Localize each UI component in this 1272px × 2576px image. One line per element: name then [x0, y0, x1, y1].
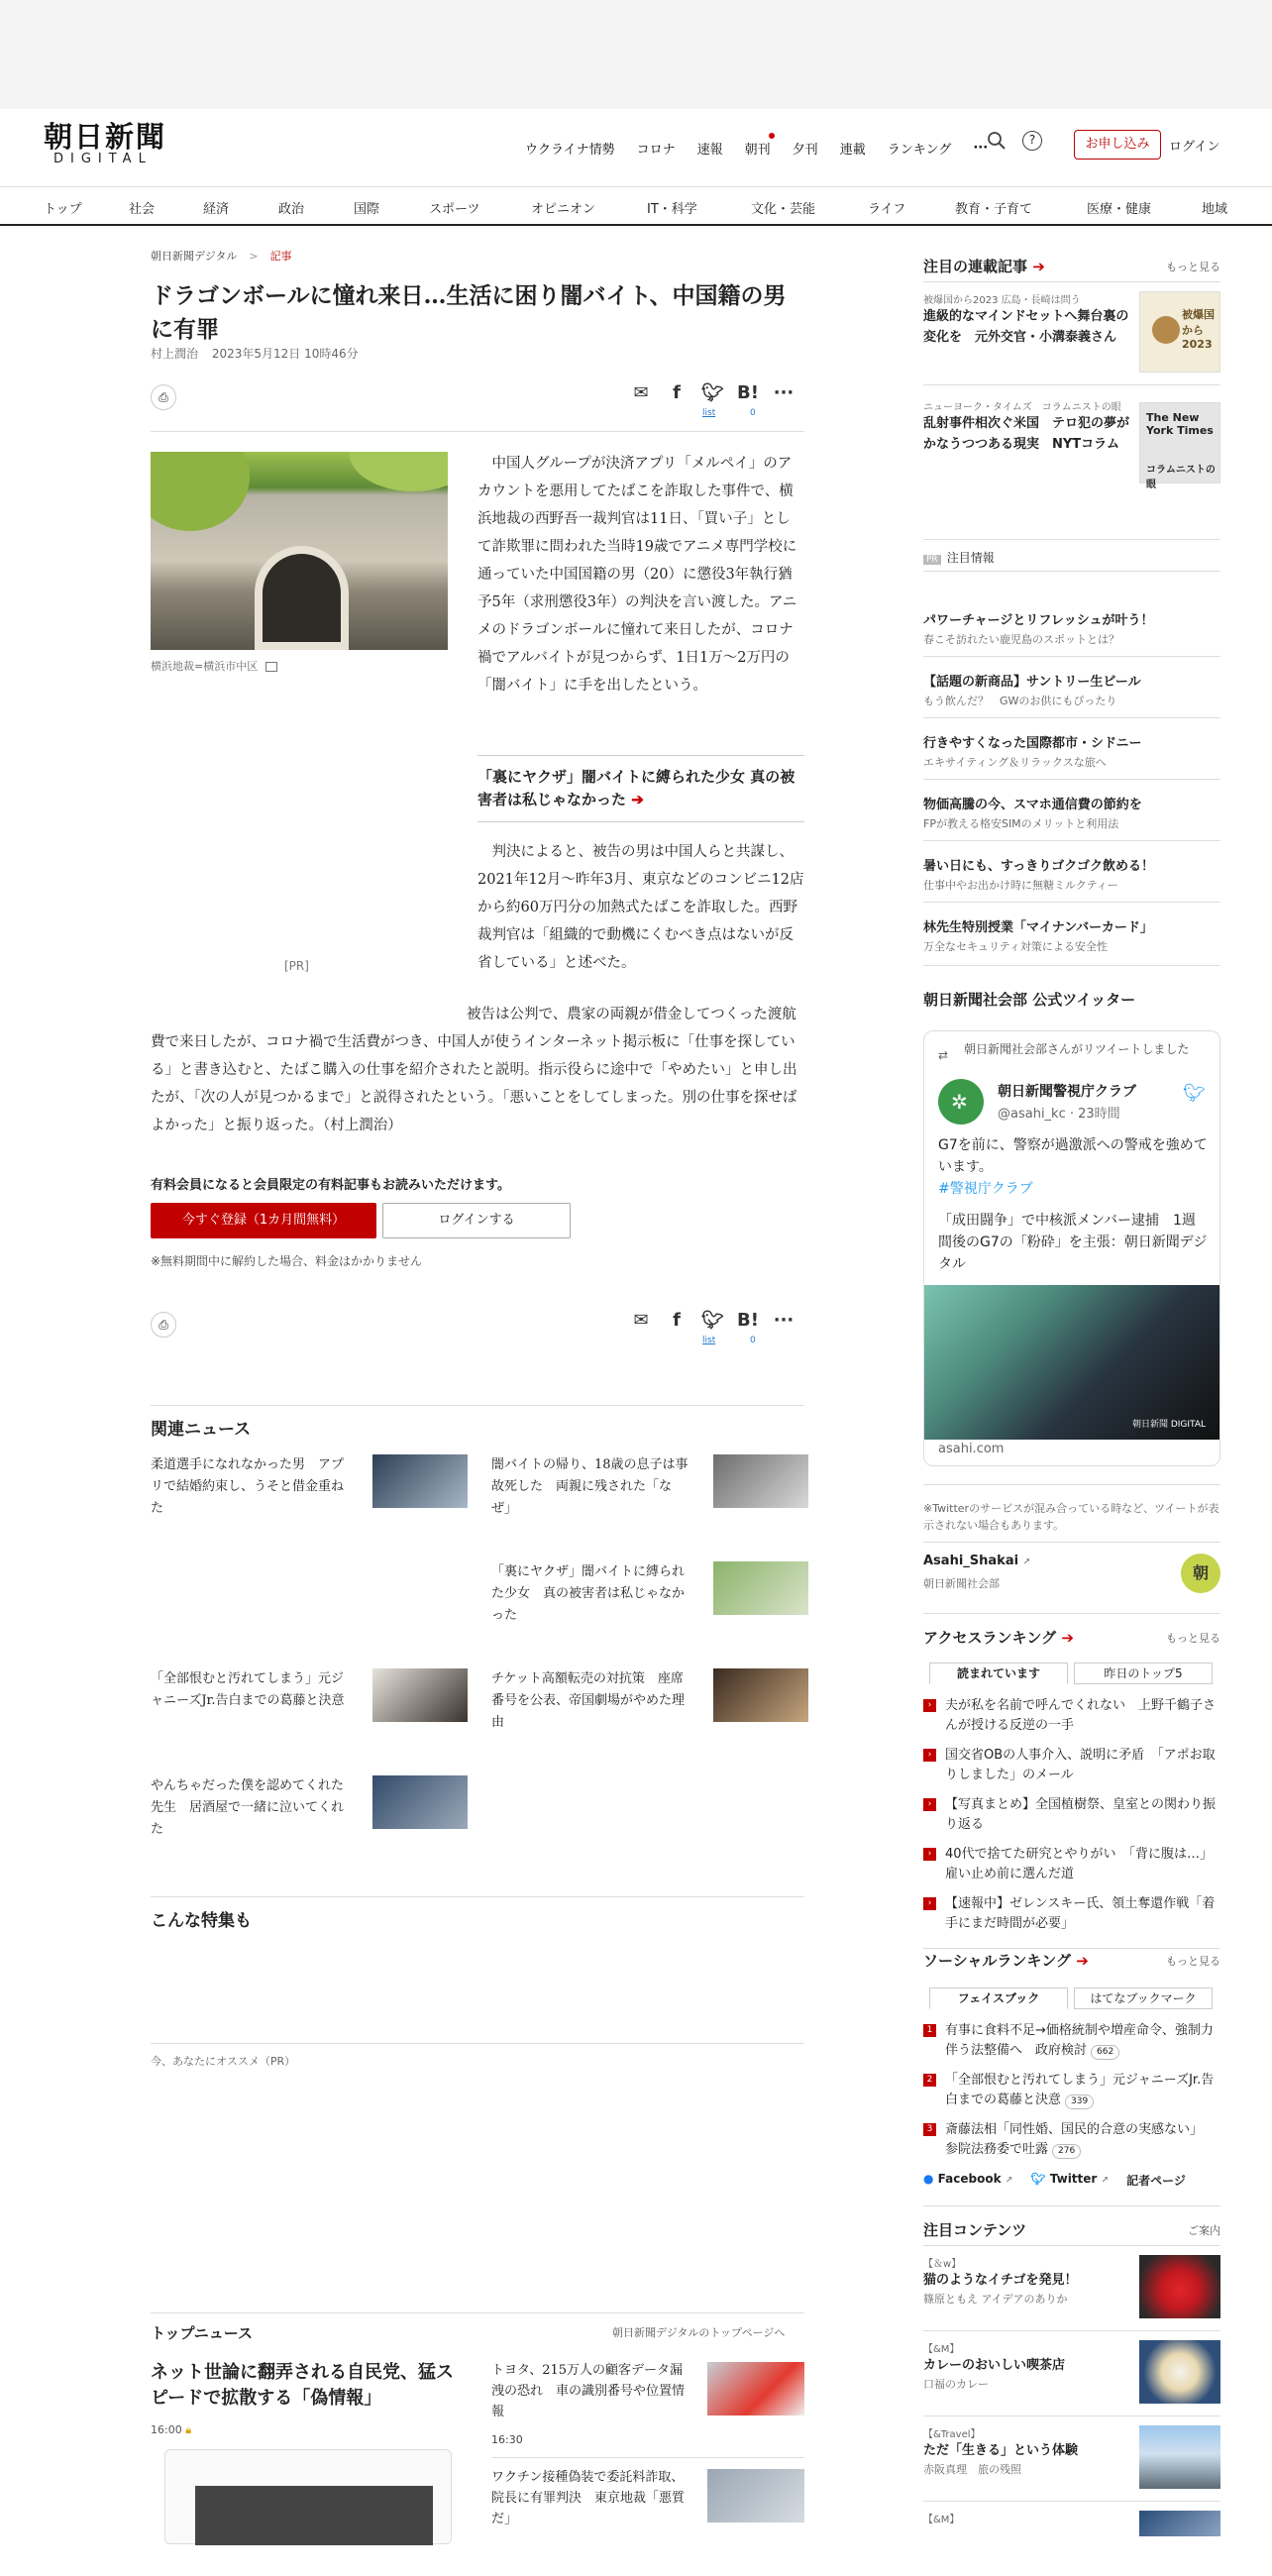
pr-item[interactable]: 行きやすくなった国際都市・シドニー エキサイティング＆リラックスな旅へ [923, 736, 1142, 769]
breadcrumb-separator: > [249, 250, 259, 263]
asahi-logo[interactable] [44, 121, 172, 172]
breadcrumb-home[interactable]: 朝日新聞デジタル [151, 250, 238, 263]
twitter-section-title: 朝日新聞社会部 公式ツイッター [923, 991, 1136, 1009]
access-ranking-title[interactable]: アクセスランキング ➔ もっと見る [923, 1629, 1220, 1647]
search-icon[interactable] [987, 131, 1007, 151]
mail-icon[interactable]: ✉ [633, 382, 649, 403]
top-news-item[interactable]: トヨタ、215万人の顧客データ漏洩の恐れ 車の識別番号や位置情報 [491, 2363, 686, 2419]
nav-corona[interactable]: コロナ [636, 142, 676, 158]
more-menu-icon[interactable]: ··· [973, 140, 989, 156]
site-header [0, 109, 1272, 186]
related-item[interactable]: やんちゃだった僕を認めてくれた先生 居酒屋で一緒に泣いてくれた [151, 1775, 468, 1865]
related-item[interactable]: チケット高額転売の対抗策 座席番号を公表、帝国劇場がやめた理由 [491, 1668, 808, 1758]
recommend-title: 今、あなたにオススメ（PR） [151, 2055, 296, 2068]
ad-banner-area [0, 0, 1272, 109]
publish-date: 2023年5月12日 10時46分 [211, 347, 359, 361]
share-bar-bottom [151, 1300, 804, 1359]
print-icon[interactable]: ⎙ [151, 384, 176, 410]
ranking-item[interactable]: › 国交省OBの人事介入、説明に矛盾 「アポお取りしました」のメール [923, 1746, 1220, 1785]
free-period-note: ※無料期間中に解約した場合、料金はかかりません [151, 1254, 423, 1268]
article-title: ドラゴンボールに憧れ来日…生活に困り闇バイト、中国籍の男に有罪 [151, 282, 787, 343]
share-count: 662 [1091, 2045, 1119, 2060]
related-thumbnail [713, 1668, 808, 1722]
special-title: こんな特集も [151, 1911, 252, 1931]
header-icons [987, 131, 1042, 151]
ranking-item[interactable]: › 【速報中】ゼレンスキー氏、領土奪還作戦「着手にまだ時間が必要」 [923, 1894, 1220, 1934]
tweet-hashtag[interactable]: #警視庁クラブ [938, 1181, 1033, 1197]
retweet-icon: ⇄ [938, 1048, 949, 1062]
content-thumbnail [1139, 2255, 1220, 2318]
nav-morning[interactable]: 朝刊 [745, 139, 771, 158]
ranking-item[interactable]: › 40代で捨てた研究とやりがい 「背に腹は…」雇い止め前に選んだ道 [923, 1845, 1220, 1884]
cat-international[interactable]: 国際 [354, 202, 380, 217]
embedded-tweet[interactable] [923, 1030, 1220, 1466]
top-news-lead[interactable]: ネット世論に翻弄される自民党、猛スピードで拡散する「偽情報」 [151, 2362, 454, 2409]
twitter-account-name[interactable]: Asahi_Shakai ↗ [923, 1554, 1031, 1568]
article-paragraph-1: 中国人グループが決済アプリ「メルペイ」のアカウントを悪用してたばこを詐取した事件で、横浜地裁の西野吾一裁判官は11日、「買い子」として詐欺罪に問われた当時19歳でアニメ専門学校に通っていた中国国籍の男（20）に懲役3年執行猶予5年（求刑懲役3年）の判決を言い渡した。アニメのドラゴンボールに憧れて来日したが、コロナ禍でアルバイトが見つからず、1日1万～2万円の「闇バイト」に手を出したという。 [477, 456, 797, 694]
share-count: 276 [1052, 2144, 1081, 2159]
paywall-note: 有料会員になると会員限定の有料記事もお読みいただけます。 [151, 1178, 510, 1193]
serial-thumbnail[interactable]: 被爆国 から 2023 [1139, 291, 1220, 373]
serial-item[interactable]: 被爆国から2023 広島・長崎は問う 進級的なマインドセットへ舞台裏の変化を 元外交官・小溝泰義さん [923, 295, 1129, 345]
top-news-item-time: 16:30 [491, 2433, 523, 2446]
hatena-bookmark-icon[interactable]: B! [737, 1310, 759, 1331]
login-button[interactable]: ログインする [382, 1203, 571, 1238]
cat-it-science[interactable]: IT・科学 [647, 202, 697, 217]
social-ranking-title[interactable]: ソーシャルランキング ➔ もっと見る [923, 1952, 1220, 1970]
pr-item[interactable]: パワーチャージとリフレッシュが叶う！ 春こそ訪れたい鹿児島のスポットとは？ [923, 613, 1154, 646]
facebook-icon: ● [923, 2172, 934, 2186]
cat-opinion[interactable]: オピニオン [531, 202, 596, 217]
social-more-link[interactable]: もっと見る [1166, 1955, 1220, 1968]
featured-contents-title: 注目コンテンツ ご案内 [923, 2221, 1220, 2239]
twitter-note: ※Twitterのサービスが混み合っている時など、ツイートが表示されない場合もあります。 [923, 1502, 1219, 1532]
pr-item[interactable]: 【話題の新商品】サントリー生ビール もう飲んだ？ GWのお供にもぴったり [923, 675, 1141, 707]
byline [151, 345, 359, 362]
tab-most-read[interactable]: 読まれています [929, 1663, 1068, 1684]
nav-breaking[interactable]: 速報 [696, 142, 723, 158]
nav-ranking[interactable]: ランキング [887, 142, 952, 158]
reporter-page-link[interactable]: 記者ページ [1126, 2174, 1186, 2188]
featured-content-item[interactable]: 【&M】 カレーのおいしい喫茶店 口福のカレー [923, 2340, 1220, 2406]
article-main [151, 248, 804, 2526]
top-news-item[interactable]: ワクチン接種偽装で委託料詐取、院長に有罪判決 東京地裁「悪質だ」 [491, 2470, 686, 2526]
related-item[interactable]: 「全部恨むと汚れてしまう」元ジャニーズJr.告白までの葛藤と決意 [151, 1668, 468, 1758]
hatena-list-link[interactable]: list [702, 408, 716, 418]
featured-content-item[interactable]: 【&Travel】 ただ「生きる」という体験 赤阪真理 旅の残照 [923, 2425, 1220, 2491]
cat-region[interactable]: 地域 [1202, 202, 1228, 217]
mail-icon[interactable]: ✉ [633, 1310, 649, 1331]
register-button[interactable]: 今すぐ登録（1カ月間無料） [151, 1203, 376, 1238]
cat-economy[interactable]: 経済 [203, 202, 230, 217]
expand-image-icon[interactable] [265, 662, 277, 672]
cat-life[interactable]: ライフ [868, 202, 906, 217]
facebook-icon[interactable]: f [673, 382, 681, 403]
top-news-title: トップニュース [151, 2324, 254, 2342]
tweet-link-domain[interactable]: asahi.com [938, 1442, 1005, 1456]
twitter-icon[interactable]: 🐦︎ [701, 382, 724, 403]
twitter-link[interactable]: 🐦︎ Twitter ↗ [1030, 2172, 1110, 2186]
cat-top[interactable]: トップ [44, 202, 82, 217]
ranking-item[interactable]: › 【写真まとめ】全国植樹祭、皇室との関わり振り返る [923, 1795, 1220, 1835]
related-thumbnail [713, 1454, 808, 1508]
category-nav [0, 186, 1272, 226]
article-paragraph-2: 判決によると、被告の男は中国人らと共謀し、2021年12月～昨年3月、東京などのコンビニ12店から約60万円分の加熱式たばこを詐取した。西野裁判官は「組織的で動機にくむべき点はないが反省している」と述べた。 [477, 844, 804, 971]
help-icon[interactable]: ? [1022, 131, 1042, 151]
top-news-thumbnail[interactable] [707, 2469, 804, 2522]
twitter-icon: 🐦︎ [1030, 2172, 1046, 2186]
twitter-bird-icon[interactable]: 🐦︎ [1183, 1083, 1206, 1104]
cat-education[interactable]: 教育・子育て [955, 202, 1033, 217]
tweet-text: G7を前に、警察が過激派への警戒を強めています。 #警視庁クラブ [938, 1137, 1208, 1197]
tab-facebook[interactable]: フェイスブック [929, 1987, 1068, 2009]
cat-society[interactable]: 社会 [129, 202, 156, 217]
cat-culture[interactable]: 文化・芸能 [751, 202, 816, 217]
breadcrumb-current[interactable]: 記事 [269, 250, 292, 263]
top-news-thumbnail[interactable] [707, 2362, 804, 2415]
tweet-handle[interactable]: @asahi_kc · 23時間 [998, 1107, 1120, 1122]
social-tabs [929, 1987, 1213, 2009]
top-page-link[interactable]: 朝日新聞デジタルのトップページへ [612, 2326, 786, 2339]
tweet-avatar[interactable]: ✲ [938, 1079, 984, 1125]
serial-thumbnail[interactable]: The New York Times コラムニストの眼 [1139, 402, 1220, 483]
featured-content-item[interactable]: 【＆w】 猫のようなイチゴを発見！ 篠原ともえ アイデアのありか [923, 2255, 1220, 2320]
serial-item[interactable]: ニューヨーク・タイムズ コラムニストの眼 乱射事件相次ぐ米国 テロ犯の夢がかなうつつある現実 NYTコラム [923, 402, 1130, 452]
tab-yesterday-top5[interactable]: 昨日のトップ5 [1074, 1663, 1213, 1684]
twitter-icon[interactable]: 🐦︎ [701, 1310, 724, 1331]
arrow-right-icon: ➔ [631, 791, 644, 808]
social-ranking-item[interactable]: 2 「全部恨むと汚れてしまう」元ジャニーズJr.告白までの葛藤と決意 339 [923, 2071, 1220, 2110]
featured-content-item[interactable]: 【&M】 [923, 2511, 1220, 2576]
cat-sports[interactable]: スポーツ [429, 202, 480, 217]
related-thumbnail [372, 1775, 468, 1829]
print-icon[interactable]: ⎙ [151, 1312, 176, 1338]
more-share-icon[interactable]: ··· [773, 1310, 795, 1331]
header-nav [525, 135, 1009, 161]
breadcrumb [151, 248, 804, 264]
related-news-title: 関連ニュース [151, 1420, 252, 1440]
inline-related-link[interactable]: 「裏にヤクザ」闇バイトに縛られた少女 真の被害者は私じゃなかった ➔ [477, 755, 804, 822]
logo-digital: DIGITAL [53, 152, 153, 166]
hatena-list-link[interactable]: list [702, 1336, 716, 1345]
content-thumbnail [1139, 2340, 1220, 2404]
arrow-right-icon: ➔ [1032, 258, 1045, 275]
related-thumbnail [372, 1668, 468, 1722]
related-thumbnail [713, 1561, 808, 1615]
cat-politics[interactable]: 政治 [278, 202, 305, 217]
hatena-bookmark-icon[interactable]: B! [737, 382, 759, 403]
top-news-lead-image[interactable] [164, 2449, 452, 2544]
pr-item[interactable]: 暑い日にも、すっきりゴクゴク飲める！ 仕事中やお出かけ時に無糖ミルクティー [923, 859, 1154, 892]
retweet-note: ⇄ 朝日新聞社会部さんがリツイートしました [938, 1042, 1190, 1062]
contents-guide-link[interactable]: ご案内 [1188, 2224, 1220, 2237]
top-news-lead-time: 16:00 🔒︎ [151, 2423, 192, 2436]
lock-icon: 🔒︎ [185, 2423, 192, 2436]
nav-evening[interactable]: 夕刊 [792, 142, 818, 158]
facebook-link[interactable]: ● Facebook ↗ [923, 2172, 1013, 2186]
access-tabs [929, 1663, 1213, 1684]
serial-title[interactable]: 注目の連載記事 ➔ もっと見る [923, 258, 1220, 275]
pr-item[interactable]: 林先生特別授業「マイナンバーカード」 万全なセキュリティ対策による安全性 [923, 920, 1153, 953]
related-thumbnail [372, 1454, 468, 1508]
hatena-count[interactable]: 0 [750, 408, 756, 418]
more-share-icon[interactable]: ··· [773, 382, 795, 403]
social-ranking-item[interactable]: 1 有事に食料不足→価格統制や増産命令、強制力伴う法整備へ 政府検討 662 [923, 2021, 1220, 2061]
pr-section-title: PR 注目情報 [923, 549, 995, 566]
ranking-item[interactable]: › 夫が私を名前で呼んでくれない 上野千鶴子さんが授ける反逆の一手 [923, 1696, 1220, 1736]
pr-item[interactable]: 物価高騰の今、スマホ通信費の節約を FPが教える格安SIMのメリットと利用法 [923, 798, 1142, 830]
external-link-icon: ↗ [1022, 1557, 1031, 1567]
nav-ukraine[interactable]: ウクライナ情勢 [525, 142, 615, 158]
related-item[interactable]: 「裏にヤクザ」闇バイトに縛られた少女 真の被害者は私じゃなかった [491, 1561, 808, 1651]
login-link[interactable]: ログイン [1169, 140, 1220, 155]
tweet-author[interactable]: 朝日新聞警視庁クラブ [998, 1084, 1136, 1100]
pr-badge: PR [923, 555, 941, 565]
article-photo[interactable] [151, 452, 448, 650]
tab-hatena[interactable]: はてなブックマーク [1074, 1987, 1213, 2009]
account-avatar[interactable]: 朝 [1181, 1554, 1220, 1593]
access-more-link[interactable]: もっと見る [1166, 1632, 1220, 1645]
pr-label: [PR] [284, 959, 309, 973]
related-item[interactable]: 柔道選手になれなかった男 アプリで結婚約束し、うそと借金重ねた [151, 1454, 468, 1544]
serial-more-link[interactable]: もっと見る [1166, 261, 1220, 273]
logo-kanji: 朝日新聞 [44, 120, 167, 154]
twitter-account-sub: 朝日新聞社会部 [923, 1577, 1000, 1590]
nav-serials[interactable]: 連載 [839, 142, 866, 158]
photo-caption: 横浜地裁=横浜市中区 [151, 658, 277, 674]
social-ranking-item[interactable]: 3 斎藤法相「同性婚、国民的合意の実感ない」 参院法務委で吐露 276 [923, 2120, 1220, 2160]
share-count: 339 [1065, 2094, 1094, 2109]
subscribe-button[interactable]: お申し込み [1074, 130, 1161, 160]
article-paragraph-3: 被告は公判で、農家の両親が借金してつくった渡航費で来日したが、コロナ禍で生活費がつき、中国人が使うインターネット掲示板に「仕事を探している」と書き込むと、たばこ購入の仕事を紹介されたと説明。指示役らに途中で「やめたい」と申し出たが、「次の人が見つかるまで」と説得されたという。「悪いことをしてしまった。別の仕事を探せばよかった」と振り返った。（村上潤治） [151, 1007, 797, 1133]
content-thumbnail [1139, 2425, 1220, 2489]
share-bar-top [151, 373, 804, 432]
tweet-link-image[interactable] [924, 1285, 1219, 1440]
social-links [923, 2172, 1186, 2189]
tweet-quote: 「成田闘争」で中核派メンバー逮捕 1週間後のG7の「粉砕」を主張：朝日新聞デジタル [938, 1213, 1208, 1272]
cat-health[interactable]: 医療・健康 [1087, 202, 1152, 217]
facebook-icon[interactable]: f [673, 1310, 681, 1331]
author[interactable]: 村上潤治 [151, 347, 199, 361]
related-item[interactable]: 闇バイトの帰り、18歳の息子は事故死した 両親に残された「なぜ」 [491, 1454, 808, 1544]
hatena-count[interactable]: 0 [750, 1336, 756, 1345]
content-thumbnail [1139, 2511, 1220, 2536]
tweet-image-label: 朝日新聞 DIGITAL [1131, 1420, 1206, 1430]
